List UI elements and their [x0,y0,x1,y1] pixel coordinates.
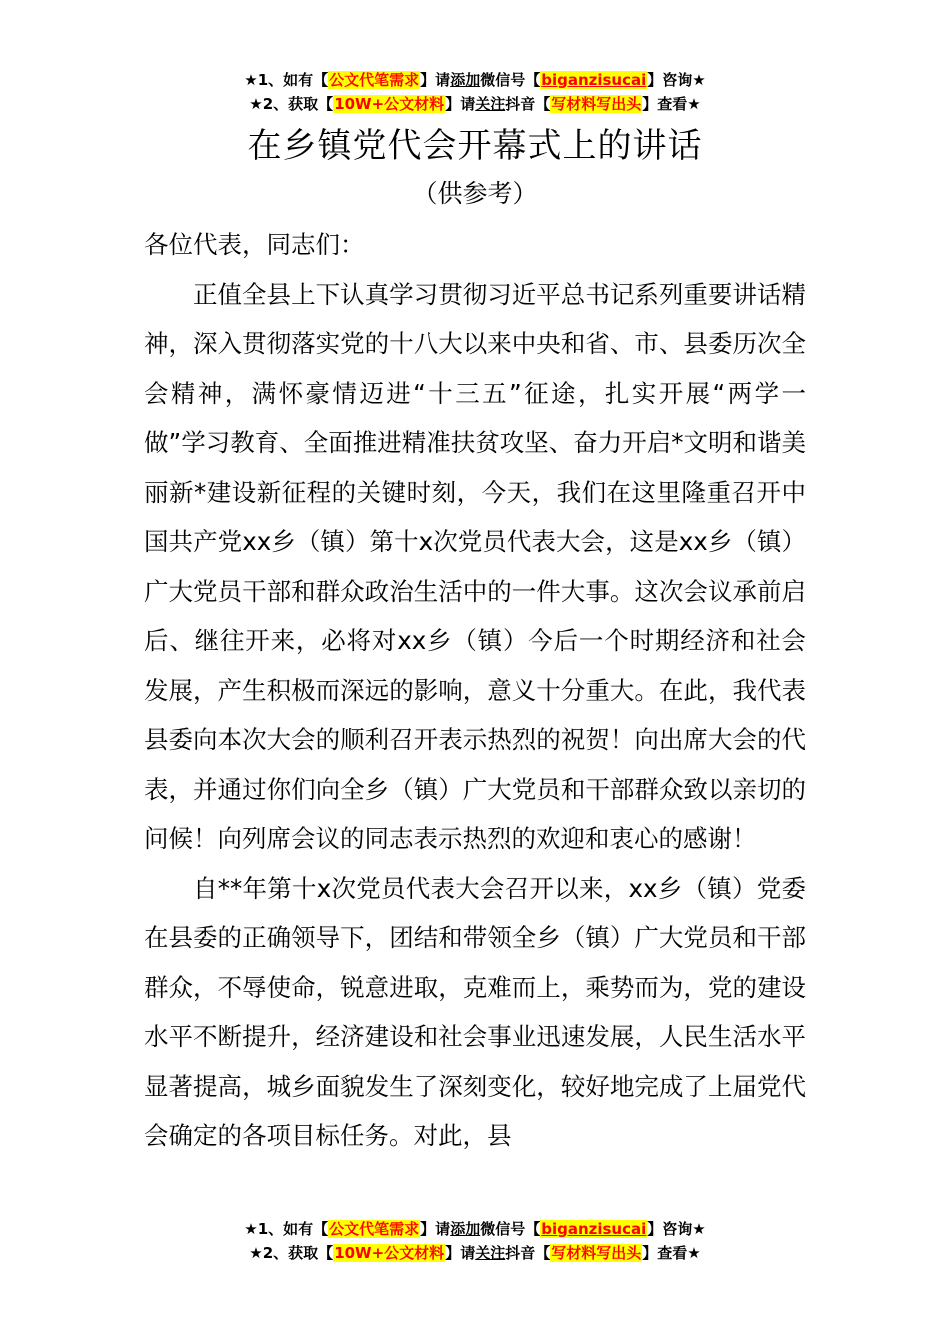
banner-text: ★1、如有【 [244,1220,329,1238]
banner-text: 抖音【 [505,95,551,113]
banner-line-1 [0,68,950,92]
banner-line-2 [0,92,950,116]
banner-underlined-text: 添加 [450,1220,481,1238]
document-title: 在乡镇党代会开幕式上的讲话 [247,126,703,166]
body-paragraph-2: 自**年第十x次党员代表大会召开以来，xx乡（镇）党委在县委的正确领导下，团结和带领全乡（镇）广大党员和干部群众，不辱使命，锐意进取，克难而上，乘势而为，党的建设水平不断提升，经济建设和社会事业迅速发展，人民生活水平显著提高，城乡面貌发生了深刻变化，较好地完成了上届党代会确定的各项目标任务。对此，县 [144,873,806,1150]
banner-text: 】查看★ [642,95,701,113]
document-subtitle: （供参考） [412,179,538,208]
banner-underlined-text: 关注 [475,95,506,113]
banner-text: ★1、如有【 [244,71,329,89]
banner-douyin-account[interactable]: 写材料写出头 [551,95,642,113]
banner-douyin-account[interactable]: 写材料写出头 [551,1244,642,1262]
banner-text: ★2、获取【 [249,95,334,113]
banner-wechat-id[interactable]: biganzisucai [541,1220,647,1238]
banner-text: 】咨询★ [647,1220,706,1238]
banner-underlined-text: 添加 [450,71,481,89]
banner-text: 抖音【 [505,1244,551,1262]
banner-text: ★2、获取【 [249,1244,334,1262]
banner-highlight-service: 公文代笔需求 [329,71,420,89]
banner-wechat-id[interactable]: biganzisucai [541,71,647,89]
banner-text: 】请 [445,1244,476,1262]
body-paragraph-1: 正值全县上下认真学习贯彻习近平总书记系列重要讲话精神，深入贯彻落实党的十八大以来中央和省、市、县委历次全会精神，满怀豪情迈进“十三五”征途，扎实开展“两学一做”学习教育、全面推进精准扶贫攻坚、奋力开启*文明和谐美丽新*建设新征程的关键时刻，今天，我们在这里隆重召开中国共产党xx乡（镇）第十x次党员代表大会，这是xx乡（镇）广大党员干部和群众政治生活中的一件大事。这次会议承前启后、继往开来，必将对xx乡（镇）今后一个时期经济和社会发展，产生积极而深远的影响，意义十分重大。在此，我代表县委向本次大会的顺利召开表示热烈的祝贺！向出席大会的代表，并通过你们向全乡（镇）广大党员和干部群众致以亲切的问候！向列席会议的同志表示热烈的欢迎和衷心的感谢！ [144,279,806,853]
banner-text: 】请 [420,1220,451,1238]
banner-text: 】请 [445,95,476,113]
banner-highlight-service: 公文代笔需求 [329,1220,420,1238]
banner-underlined-text: 关注 [475,1244,506,1262]
banner-text: 】请 [420,71,451,89]
banner-text: 微信号【 [480,1220,541,1238]
banner-line-1 [0,1217,950,1241]
banner-highlight-materials: 10W+公文材料 [334,1244,445,1262]
banner-text: 】咨询★ [647,71,706,89]
header-banner [0,68,950,116]
banner-text: 】查看★ [642,1244,701,1262]
banner-line-2 [0,1241,950,1265]
banner-highlight-materials: 10W+公文材料 [334,95,445,113]
banner-text: 微信号【 [480,71,541,89]
salutation: 各位代表，同志们： [144,230,365,259]
document-body [144,220,806,1161]
footer-banner [0,1217,950,1265]
